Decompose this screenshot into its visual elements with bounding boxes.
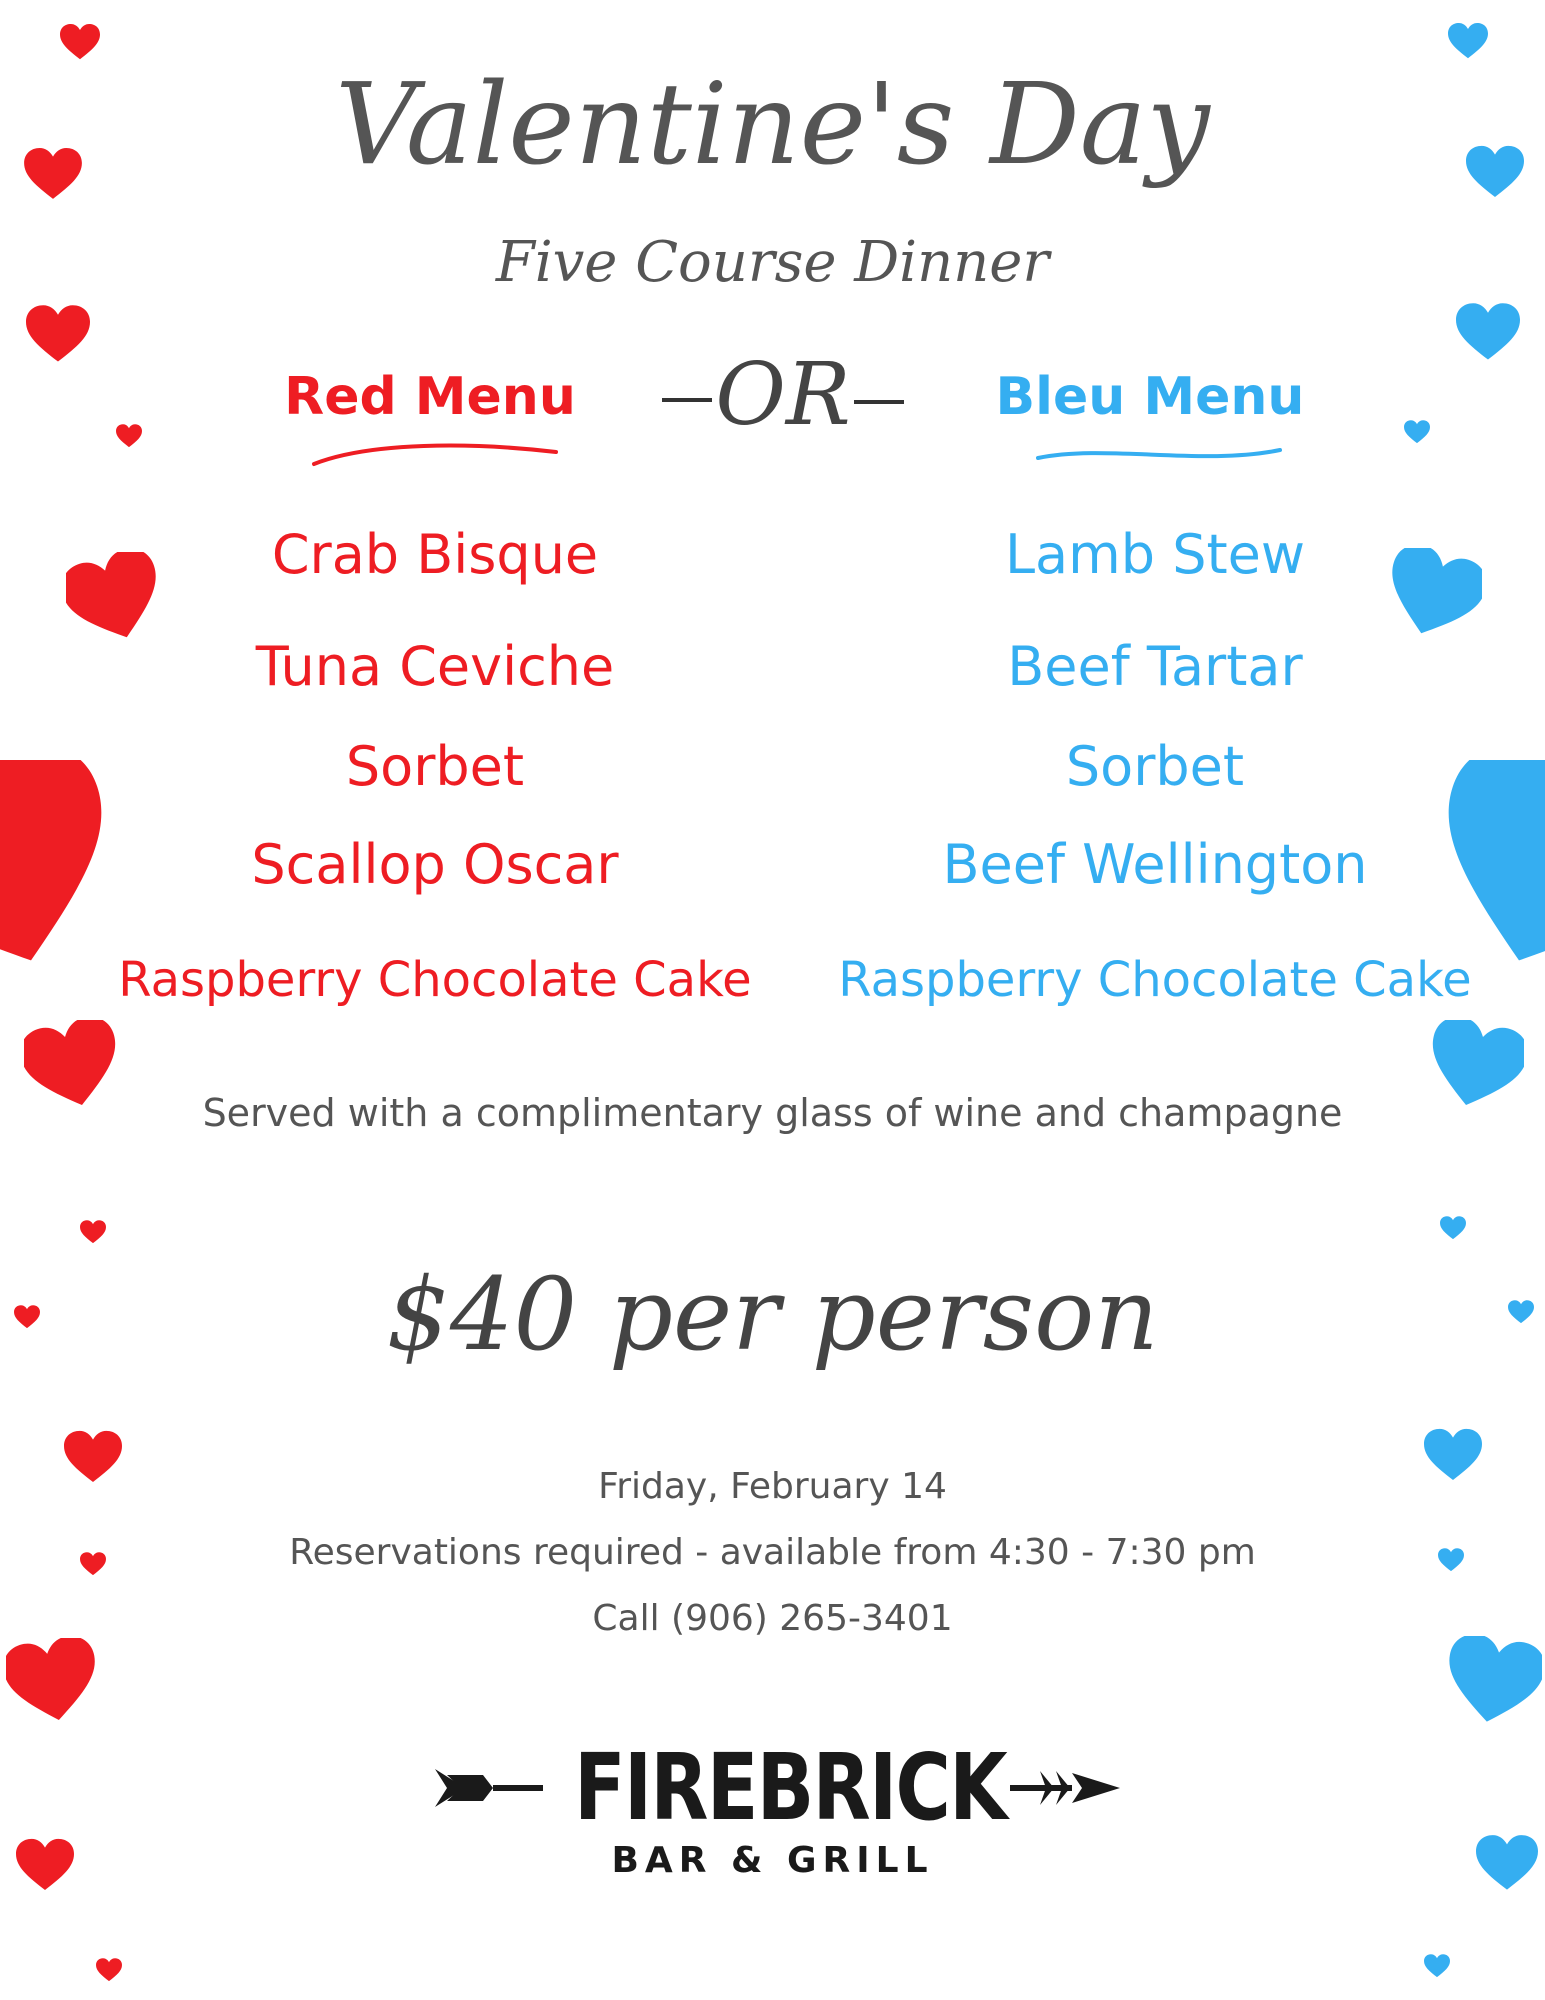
- arrow-icon: [435, 1763, 545, 1813]
- arrow-icon: [1010, 1763, 1120, 1813]
- heart-icon: [1440, 1216, 1466, 1240]
- wine-note: Served with a complimentary glass of wine and champagne: [202, 1091, 1343, 1135]
- event-date: Friday, February 14: [598, 1466, 947, 1507]
- heart-icon: [96, 1958, 122, 1982]
- bleu-menu-item: Beef Tartar: [1007, 635, 1303, 698]
- heart-icon: [1404, 420, 1430, 444]
- dash-left: [662, 398, 712, 402]
- heart-icon: [116, 424, 142, 448]
- red-menu-item: Crab Bisque: [271, 523, 599, 586]
- page-subtitle: Five Course Dinner: [495, 230, 1050, 295]
- heart-icon: [60, 22, 100, 62]
- red-menu-item: Tuna Ceviche: [255, 635, 615, 698]
- red-menu-item: Raspberry Chocolate Cake: [118, 952, 752, 1008]
- bleu-menu-underline: [1034, 440, 1284, 470]
- heart-icon: [1448, 22, 1488, 60]
- red-menu-underline: [310, 440, 560, 470]
- heart-icon: [1446, 1636, 1542, 1726]
- heart-icon: [1424, 1954, 1450, 1978]
- phone-number: Call (906) 265-3401: [592, 1598, 953, 1639]
- bleu-menu-item: Sorbet: [1065, 735, 1245, 798]
- red-menu-heading: Red Menu: [284, 367, 576, 427]
- bleu-menu-item: Raspberry Chocolate Cake: [838, 952, 1472, 1008]
- page-title: Valentine's Day: [335, 60, 1210, 190]
- bleu-menu-heading: Bleu Menu: [995, 367, 1305, 427]
- bleu-menu-item: Lamb Stew: [1004, 523, 1306, 586]
- heart-icon: [26, 305, 90, 363]
- dash-right: [854, 400, 904, 404]
- price: $40 per person: [386, 1256, 1159, 1373]
- reservations-info: Reservations required - available from 4:30 - 7:30 pm: [289, 1532, 1256, 1573]
- or-separator: [658, 340, 908, 450]
- bleu-menu-item: Beef Wellington: [942, 833, 1368, 896]
- logo-tagline: BAR & GRILL: [611, 1840, 934, 1881]
- red-menu-item: Scallop Oscar: [251, 833, 619, 896]
- logo-name: FIREBRICK: [574, 1734, 1007, 1841]
- or-label: OR: [715, 345, 851, 445]
- heart-icon: [80, 1220, 106, 1244]
- heart-icon: [1456, 302, 1520, 362]
- red-menu-item: Sorbet: [345, 735, 525, 798]
- firebrick-logo: [0, 1735, 1545, 1905]
- heart-icon: [6, 1638, 98, 1724]
